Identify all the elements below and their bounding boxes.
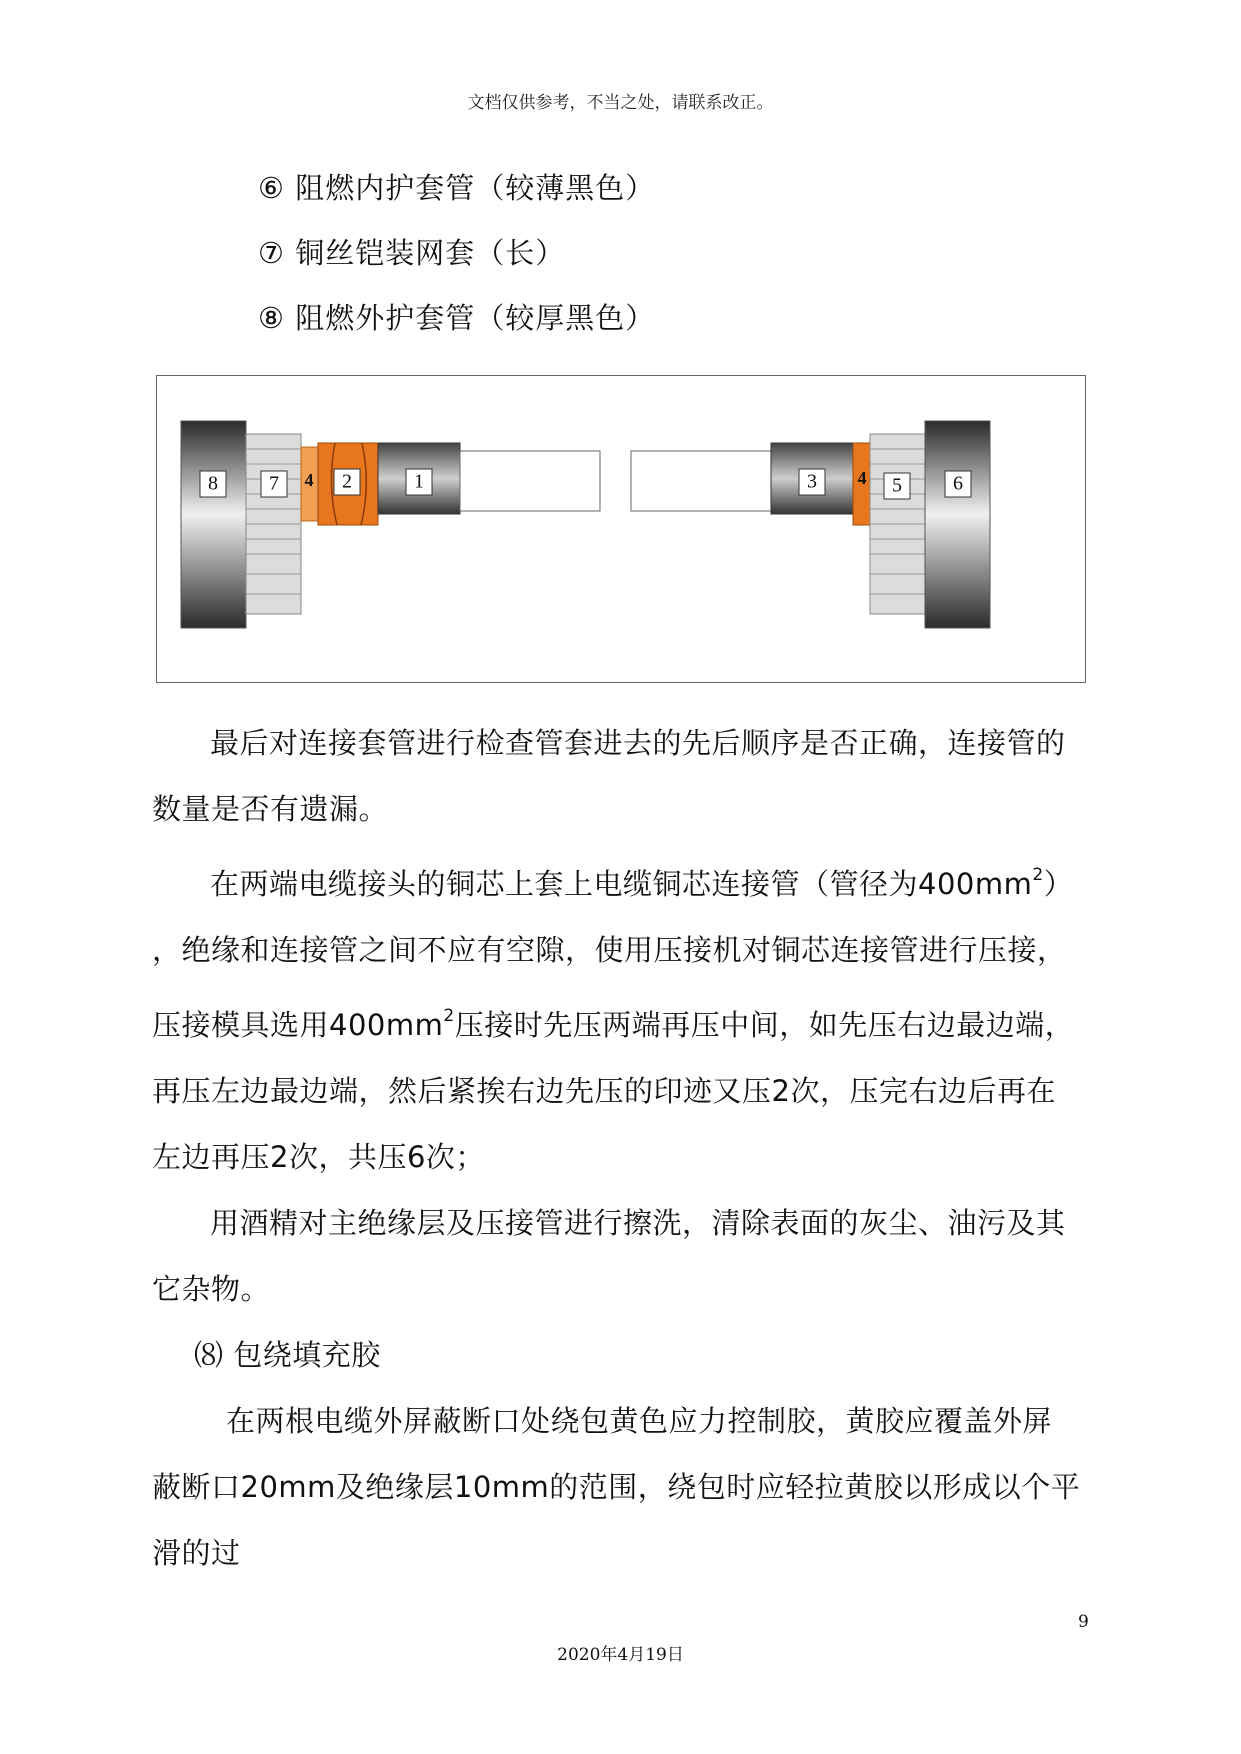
label-1: 1	[414, 470, 424, 493]
paragraph-2-line-4: 再压左边最边端，然后紧挨右边先压的印迹又压2次，压完右边后再在	[152, 1074, 1056, 1108]
paragraph-2-line-3: 压接模具选用$400mm^2$压接时先压两端再压中间，如先压右边最边端，	[152, 1006, 1075, 1042]
paragraph-4-line-1: 在两根电缆外屏蔽断口处绕包黄色应力控制胶，黄胶应覆盖外屏	[226, 1404, 1053, 1438]
footer-date: 2020年4月19日	[557, 1645, 684, 1665]
part-5-armour-mesh-right	[870, 434, 925, 614]
cable-core-right	[631, 451, 771, 511]
list-item-7: ⑦ 铜丝铠装网套（长）	[258, 236, 566, 270]
paragraph-2-line-5: 左边再压2次，共压6次；	[152, 1140, 485, 1174]
section-heading: ⑻ 包绕填充胶	[194, 1338, 381, 1372]
part-7-armour-mesh-left	[246, 434, 301, 614]
cable-joint-diagram	[156, 375, 1086, 683]
label-2: 2	[342, 470, 352, 493]
document-header-note: 文档仅供参考，不当之处，请联系改正。	[467, 93, 774, 113]
label-3: 3	[807, 470, 817, 493]
label-5: 5	[892, 474, 902, 497]
label-4-left: 4	[304, 470, 314, 491]
label-7: 7	[269, 472, 279, 495]
paragraph-4-line-3: 滑的过	[152, 1536, 241, 1570]
cable-joint-diagram-svg	[157, 376, 1087, 684]
paragraph-3-line-1: 用酒精对主绝缘层及压接管进行擦洗，清除表面的灰尘、油污及其	[210, 1206, 1066, 1240]
label-6: 6	[953, 472, 963, 495]
part-6-outer-sheath-right	[925, 421, 990, 628]
paragraph-1-line-1: 最后对连接套管进行检查管套进去的先后顺序是否正确，连接管的	[210, 726, 1066, 760]
label-8: 8	[208, 472, 218, 495]
paragraph-3-line-2: 它杂物。	[152, 1272, 271, 1306]
paragraph-2-line-2: ，绝缘和连接管之间不应有空隙，使用压接机对铜芯连接管进行压接，	[152, 933, 1067, 967]
list-item-8: ⑧ 阻燃外护套管（较厚黑色）	[258, 301, 656, 335]
body-text	[152, 710, 1102, 1586]
paragraph-1-line-2: 数量是否有遗漏。	[152, 792, 389, 826]
paragraph-2-line-1: 在两端电缆接头的铜芯上套上电缆铜芯连接管（管径为$400mm^2$）	[210, 865, 1074, 901]
page-number: 9	[1078, 1612, 1089, 1632]
list-item-6: ⑥ 阻燃内护套管（较薄黑色）	[258, 171, 656, 205]
part-8-outer-sheath-left	[181, 421, 246, 628]
label-4-right: 4	[857, 468, 867, 489]
cable-core-left	[460, 451, 600, 511]
paragraph-4-line-2: 蔽断口20mm及绝缘层10mm的范围，绕包时应轻拉黄胶以形成以个平	[152, 1470, 1081, 1504]
